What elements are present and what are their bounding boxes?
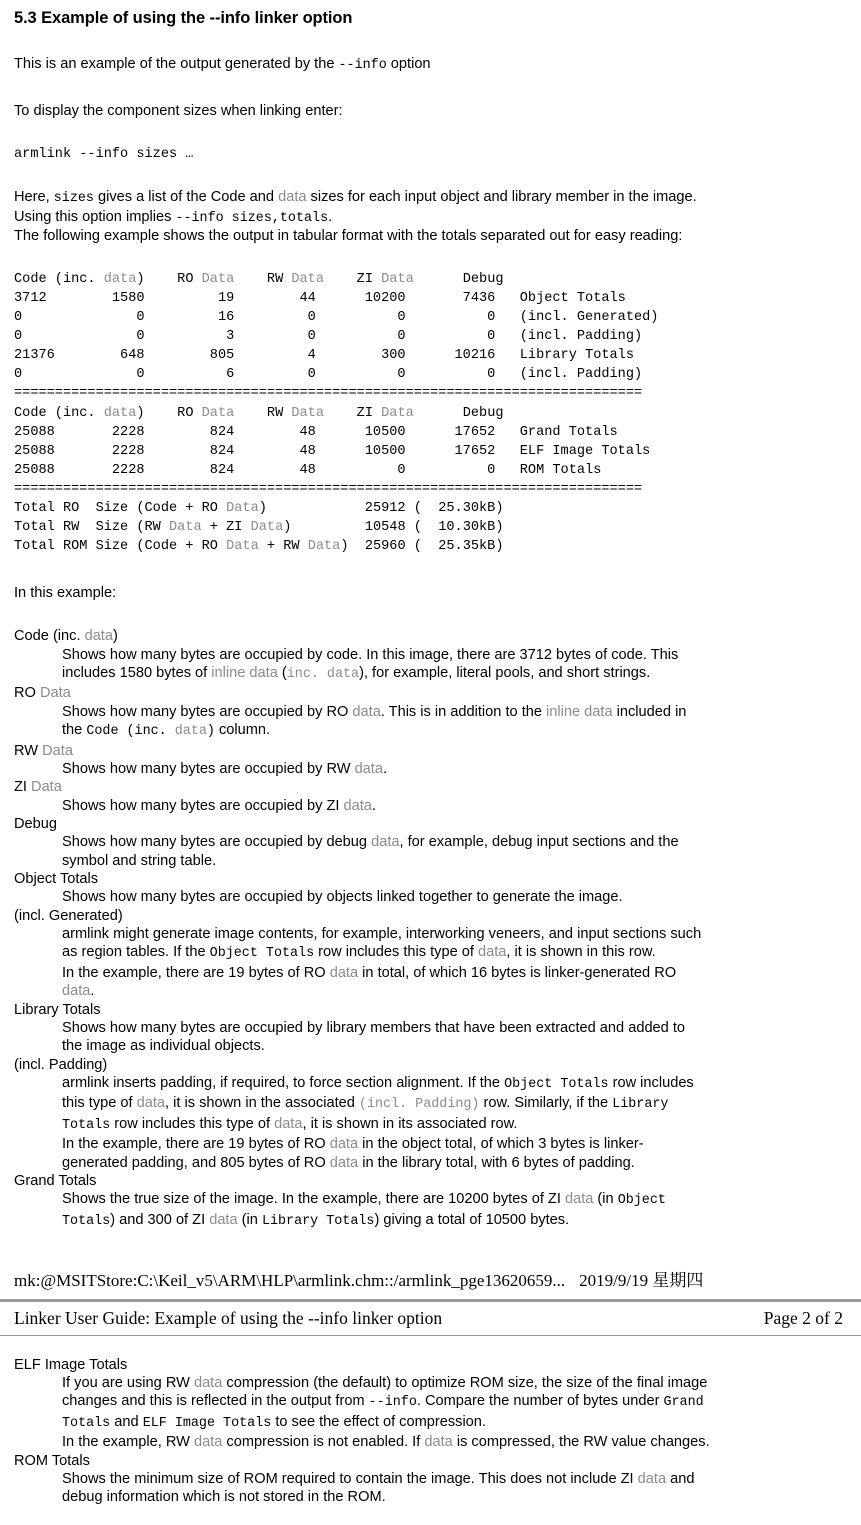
data-link[interactable]: data	[103, 405, 137, 421]
definition-line: Shows how many bytes are occupied by objects linked together to generate the image.	[62, 889, 623, 906]
data-link[interactable]: Data	[42, 742, 73, 759]
definition-line: this type of data, it is shown in the associated (incl. Padding) row. Similarly, if the Library	[62, 1095, 669, 1113]
definition-line: Shows the minimum size of ROM required to contain the image. This does not include ZI data and	[62, 1470, 695, 1487]
data-link[interactable]: data	[193, 1434, 223, 1451]
table-row: 25088 2228 824 48 10500 17652 Grand Totals	[14, 424, 618, 440]
using-text-a: Using this option implies	[14, 208, 176, 225]
data-link[interactable]: Data	[31, 779, 62, 796]
definition-description	[62, 925, 847, 1001]
spacer	[0, 1336, 861, 1356]
info-option-code: --info	[368, 1395, 417, 1411]
intro-paragraph-2: To display the component sizes when linking enter:	[14, 103, 343, 120]
definition-line: generated padding, and 805 bytes of RO data in the library total, with 6 bytes of padding.	[62, 1154, 635, 1171]
inline-data-link[interactable]: inline data	[546, 703, 613, 720]
incl-padding-code: (incl. Padding)	[358, 1097, 480, 1113]
object-totals-code: Object Totals	[504, 1077, 609, 1093]
grand-totals-code: Totals	[62, 1415, 111, 1431]
here-text-c: sizes for each input object and library member in the image.	[306, 189, 697, 206]
document-page-continued	[0, 1356, 861, 1507]
data-link[interactable]: Data	[226, 539, 259, 555]
definition-description	[62, 797, 847, 815]
definition-description	[62, 760, 847, 778]
data-link[interactable]: data	[352, 703, 381, 720]
table-separator: =============================================================================	[14, 386, 643, 402]
definition-description	[62, 1470, 847, 1507]
spacer	[14, 74, 847, 102]
definition-description	[62, 1074, 847, 1172]
definition-term: (incl. Generated)	[14, 907, 123, 924]
spacer	[14, 246, 847, 270]
definition-line: Shows how many bytes are occupied by library members that have been extracted and added to	[62, 1019, 686, 1036]
data-link[interactable]: Data	[381, 271, 414, 287]
data-link[interactable]: data	[564, 1191, 594, 1208]
data-link[interactable]: Data	[291, 271, 325, 287]
total-row: Total RW Size (RW Data + ZI Data) 10548 ( 10.30kB)	[14, 520, 504, 536]
data-link[interactable]: data	[477, 944, 507, 961]
footer-title: Linker User Guide: Example of using the --info linker option	[14, 1307, 443, 1328]
definition-term: ROM Totals	[14, 1452, 90, 1469]
spacer	[14, 556, 847, 584]
data-link[interactable]: Data	[201, 405, 235, 421]
definition-description	[62, 646, 847, 685]
definition-line: Shows how many bytes are occupied by RW data.	[62, 760, 388, 777]
data-link[interactable]: data	[193, 1374, 223, 1391]
definition-line: In the example, RW data compression is not enabled. If data is compressed, the RW value changes.	[62, 1434, 710, 1451]
here-paragraph	[14, 188, 847, 207]
definition-term: ZI Data	[14, 779, 62, 796]
using-paragraph	[14, 208, 847, 227]
table-row: 21376 648 805 4 300 10216 Library Totals	[14, 348, 634, 364]
definition-line: armlink inserts padding, if required, to force section alignment. If the Object Totals row includes	[62, 1075, 694, 1093]
definition-line: Shows how many bytes are occupied by debug data, for example, debug input sections and the	[62, 834, 679, 851]
here-text-a: Here,	[14, 189, 54, 206]
table-row: 3712 1580 19 44 10200 7436 Object Totals	[14, 291, 626, 307]
definition-description	[62, 833, 847, 870]
object-totals-code: Totals	[62, 1213, 111, 1229]
definition-term: Grand Totals	[14, 1173, 97, 1190]
following-paragraph: The following example shows the output in tabular format with the totals separated out for easy reading:	[14, 227, 683, 244]
data-link[interactable]: data	[103, 271, 137, 287]
inline-data-link[interactable]: inline data	[211, 665, 278, 681]
library-totals-code: Library	[612, 1097, 669, 1113]
definition-line: Shows how many bytes are occupied by RO data. This is in addition to the inline data included in	[62, 703, 687, 720]
print-date: 2019/9/19 星期四	[579, 1271, 704, 1291]
definition-line: Shows the true size of the image. In the example, there are 10200 bytes of ZI data (in Object	[62, 1191, 666, 1209]
definition-term: RO Data	[14, 685, 71, 702]
data-link[interactable]: data	[136, 1095, 166, 1112]
definition-term: RW Data	[14, 742, 73, 759]
table-row: 0 0 16 0 0 0 (incl. Generated)	[14, 310, 659, 326]
data-link[interactable]: data	[278, 189, 307, 206]
definition-term: Debug	[14, 815, 58, 832]
definition-list-continued	[14, 1356, 847, 1507]
definition-term: Object Totals	[14, 871, 99, 888]
data-link[interactable]: Data	[307, 539, 341, 555]
object-totals-code: Object Totals	[209, 946, 315, 962]
data-link[interactable]: Data	[250, 520, 284, 536]
definition-term: (incl. Padding)	[14, 1056, 108, 1073]
data-link[interactable]: data	[84, 628, 113, 645]
definition-line: data.	[62, 983, 95, 1000]
info-option-code: --info	[338, 57, 387, 73]
total-row: Total RO Size (Code + RO Data) 25912 ( 25.30kB)	[14, 501, 504, 517]
data-link[interactable]: data	[343, 797, 372, 814]
footer-page-number: Page 2 of 2	[763, 1307, 843, 1328]
data-link[interactable]: Data	[201, 271, 235, 287]
linker-size-output	[14, 270, 847, 556]
data-link[interactable]: data	[424, 1434, 453, 1451]
definition-list	[14, 627, 847, 1231]
grand-totals-code: Grand	[663, 1395, 704, 1411]
page-title: 5.3 Example of using the --info linker option	[14, 9, 353, 27]
definition-line: includes 1580 bytes of inline data (inc. data), for example, literal pools, and short strings.	[62, 665, 651, 682]
table-row: 25088 2228 824 48 0 0 ROM Totals	[14, 462, 602, 478]
library-totals-code: Totals	[62, 1117, 111, 1133]
data-link[interactable]: data	[209, 1211, 238, 1228]
definition-line: debug information which is not stored in the ROM.	[62, 1489, 386, 1506]
code-inc-data-code: Code (inc. data)	[86, 724, 215, 740]
using-text-b: .	[328, 208, 333, 225]
definition-line: In the example, there are 19 bytes of RO data in the object total, of which 3 bytes is linker-	[62, 1136, 644, 1153]
definition-description	[62, 703, 847, 742]
data-link[interactable]: data	[637, 1470, 667, 1487]
table-separator: =============================================================================	[14, 481, 643, 497]
table-row: 0 0 6 0 0 0 (incl. Padding)	[14, 367, 643, 383]
data-link[interactable]: data	[371, 834, 400, 851]
definition-term: Library Totals	[14, 1001, 101, 1018]
definition-description	[62, 1190, 847, 1231]
intro-text-a: This is an example of the output generated by the	[14, 55, 339, 72]
data-link[interactable]: Data	[169, 520, 202, 536]
command-example: armlink --info sizes …	[14, 147, 194, 163]
definition-line: In the example, there are 19 bytes of RO data in total, of which 16 bytes is linker-generated RO	[62, 964, 677, 981]
intro-paragraph-1	[14, 55, 847, 74]
data-link[interactable]: data	[329, 964, 359, 981]
definition-description	[62, 1019, 847, 1056]
definition-term: ELF Image Totals	[14, 1356, 128, 1373]
in-this-example-label: In this example:	[14, 585, 117, 602]
definition-term: Code (inc. data)	[14, 628, 118, 645]
data-link[interactable]: data	[274, 1115, 303, 1132]
table-row: 25088 2228 824 48 10500 17652 ELF Image Totals	[14, 443, 651, 459]
table-row: 0 0 3 0 0 0 (incl. Padding)	[14, 329, 643, 345]
definition-line: Totals and ELF Image Totals to see the effect of compression.	[62, 1413, 486, 1431]
intro-text-b: option	[386, 55, 431, 72]
spacer	[14, 164, 847, 188]
data-link[interactable]: data	[62, 983, 91, 1000]
info-sizes-totals-code: --info sizes,totals	[175, 210, 329, 226]
chm-source-url: mk:@MSITStore:C:\Keil_v5\ARM\HLP\armlink.chm::/armlink_pge13620659...	[14, 1271, 566, 1291]
definition-description	[62, 1374, 847, 1452]
here-text-b: gives a list of the Code and	[93, 189, 279, 206]
data-link[interactable]: data	[329, 1154, 359, 1171]
total-row: Total ROM Size (Code + RO Data + RW Data) 25960 ( 25.35kB)	[14, 539, 504, 555]
print-url-bar	[0, 1271, 861, 1293]
data-link[interactable]: Data	[291, 405, 325, 421]
page-break-gap	[0, 1231, 861, 1271]
definition-line: Totals) and 300 of ZI data (in Library Totals) giving a total of 10500 bytes.	[62, 1211, 570, 1229]
definition-line: the Code (inc. data) column.	[62, 722, 271, 740]
inc-data-code: inc. data	[286, 667, 360, 682]
definition-line: as region tables. If the Object Totals row includes this type of data, it is shown in this row.	[62, 944, 656, 962]
definition-line: changes and this is reflected in the output from --info. Compare the number of bytes under Grand	[62, 1393, 704, 1411]
spacer	[14, 121, 847, 145]
definition-description	[62, 888, 847, 906]
spacer	[14, 603, 847, 627]
data-link[interactable]: data	[354, 760, 383, 777]
definition-line: the image as individual objects.	[62, 1038, 265, 1055]
page-footer	[0, 1302, 861, 1335]
elf-image-totals-code: ELF Image Totals	[142, 1415, 272, 1431]
definition-line: Totals row includes this type of data, it is shown in its associated row.	[62, 1115, 518, 1133]
sizes-code: sizes	[53, 191, 94, 207]
table-header-row: Code (inc. data) RO Data RW Data ZI Data Debug	[14, 405, 504, 421]
data-link[interactable]: Data	[226, 501, 259, 517]
library-totals-code: Library Totals	[261, 1213, 375, 1229]
definition-line: symbol and string table.	[62, 852, 217, 869]
definition-line: If you are using RW data compression (the default) to optimize ROM size, the size of the final image	[62, 1374, 708, 1391]
object-totals-code: Object	[617, 1193, 666, 1209]
table-header-row: Code (inc. data) RO Data RW Data ZI Data Debug	[14, 271, 504, 287]
data-link[interactable]: data	[329, 1136, 359, 1153]
definition-line: armlink might generate image contents, for example, interworking veneers, and input sections such	[62, 926, 702, 943]
data-link[interactable]: Data	[381, 405, 414, 421]
spacer	[14, 29, 847, 55]
definition-line: Shows how many bytes are occupied by ZI data.	[62, 797, 376, 814]
definition-line: Shows how many bytes are occupied by code. In this image, there are 3712 bytes of code. This	[62, 646, 679, 663]
data-link[interactable]: Data	[39, 685, 71, 702]
